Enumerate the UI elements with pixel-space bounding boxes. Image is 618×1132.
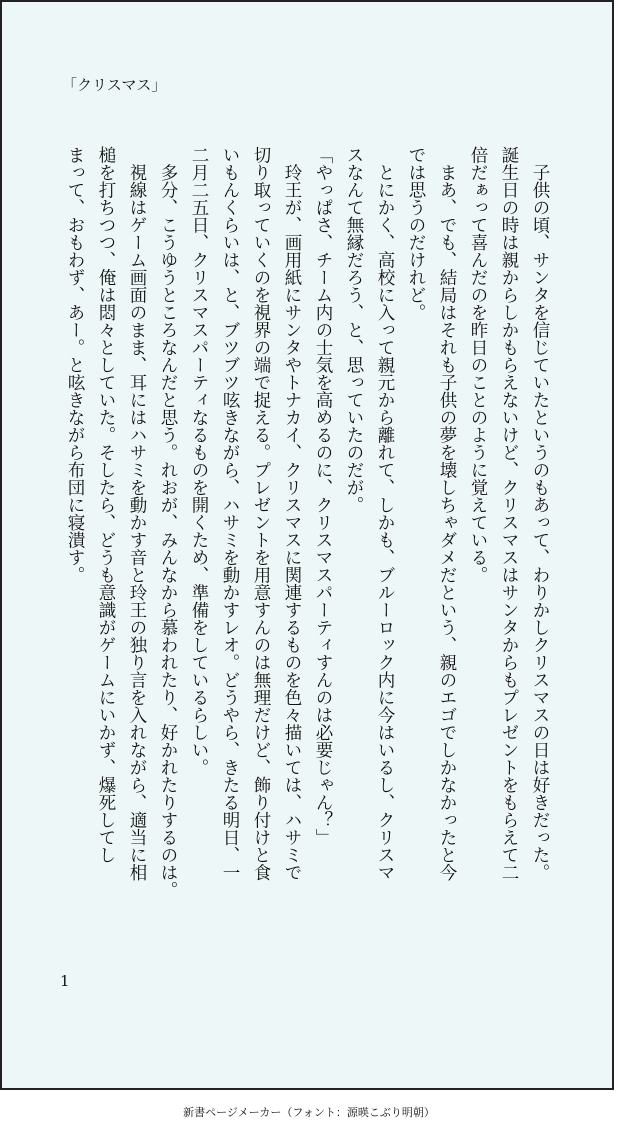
text-line: まって、おもわず、あー。と呟きながら布団に寝潰す。 bbox=[65, 146, 85, 584]
text-line: 視線はゲーム画面のまま、耳にはハサミを動かす音と玲王の独り言を入れながら、適当に相 bbox=[127, 146, 147, 881]
text-line: 子供の頃、サンタを信じていたというのもあって、わりかしクリスマスの日は好きだった。 bbox=[530, 146, 550, 881]
text-line: スなんて無縁だろう、と、思っていたのだが。 bbox=[344, 146, 364, 514]
footer-credit: 新書ページメーカー（フォント：源暎こぶり明朝） bbox=[183, 1106, 435, 1119]
text-line: 玲王が、画用紙にサンタやトナカイ、クリスマスに関連するものを色々描いては、ハサミで bbox=[282, 146, 302, 881]
text-line: まあ、でも、結局はそれも子供の夢を壊しちゃダメだという、親のエゴでしかなかったと今 bbox=[437, 146, 457, 881]
text-line: 槌を打ちつつ、俺は悶々としていた。そしたら、どうも意識がゲームにいかず、爆死してし bbox=[96, 146, 116, 864]
text-line: 二月二五日、クリスマスパーティなるものを開くため、準備をしているらしい。 bbox=[189, 146, 209, 776]
text-line: 切り取っていくのを視界の端で捉える。プレゼントを用意すんのは無理だけど、飾り付けと食 bbox=[251, 146, 271, 881]
text-line: とにかく、高校に入って親元から離れて、しかも、ブルーロック内に今はいるし、クリスマ bbox=[375, 146, 395, 881]
text-line: 「やっぱさ、チーム内の士気を高めるのに、クリスマスパーティすんのは必要じゃん？」 bbox=[313, 146, 333, 846]
text-line: では思うのだけれど。 bbox=[406, 146, 426, 321]
page-number: 1 bbox=[60, 972, 70, 990]
chapter-title: 「クリスマス」 bbox=[62, 76, 167, 94]
text-line: 倍だぁって喜んだのを昨日のことのように覚えている。 bbox=[468, 146, 488, 584]
vertical-body-text bbox=[59, 146, 555, 936]
text-line: いもんくらいは、と、ブツブツ呟きながら、ハサミを動かすレオ。どうやら、きたる明日、一 bbox=[220, 146, 240, 881]
text-line: 多分、こうゆうところなんだと思う。れおが、みんなから慕われたり、好かれたりするのは。 bbox=[158, 146, 178, 899]
text-line: 誕生日の時は親からしかもらえないけど、クリスマスはサンタからもプレゼントをもらえて二 bbox=[499, 146, 519, 881]
